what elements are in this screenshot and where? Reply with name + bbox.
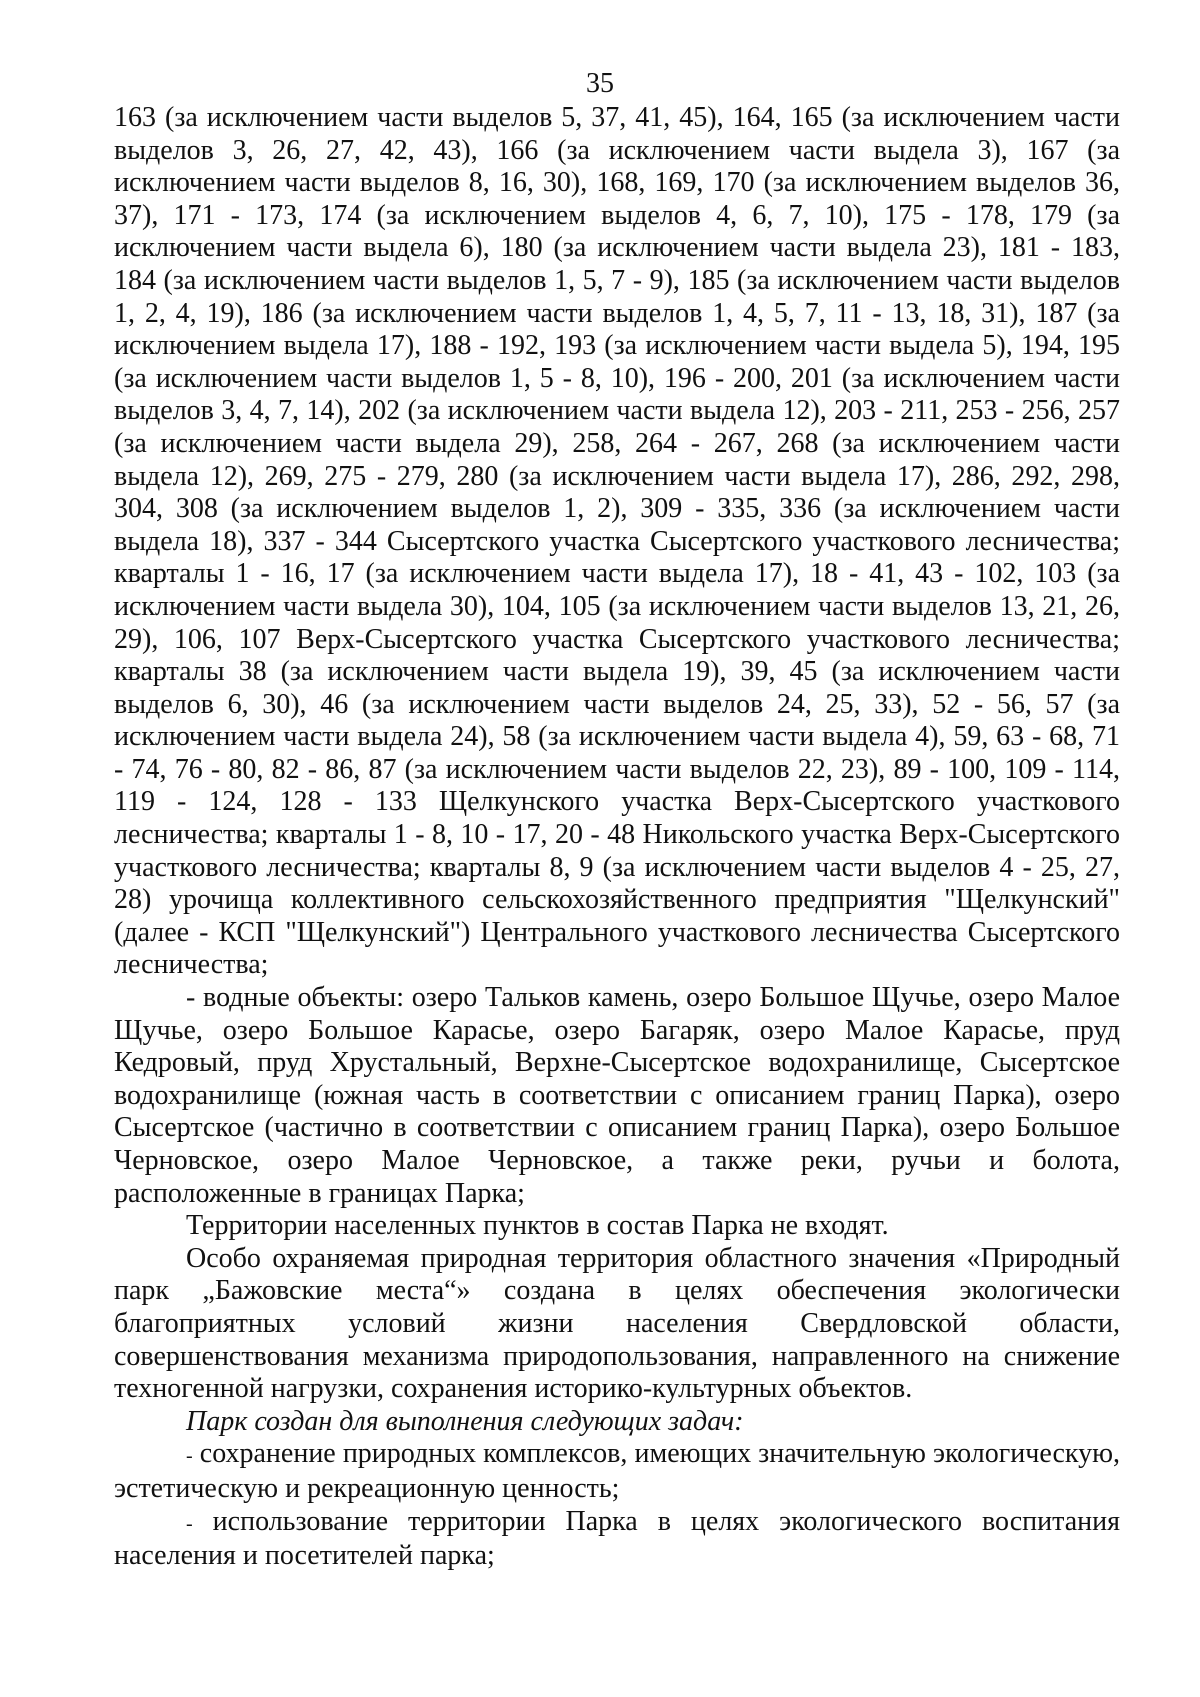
water-bodies-paragraph: - водные объекты: озеро Тальков камень, озеро Большое Щучье, озеро Малое Щучье, озеро Большое Карасье, озеро Багаряк, озеро Малое Карасье, пруд Кедровый, пруд Хрустальный, Верхне-Сысертское водохранилище, Сысертское водохранилище (южная часть в соответствии с описанием границ Парка), озеро Сысертское (частично в соответствии с описанием границ Парка), озеро Большое Черновское, озеро Малое Черновское, а также реки, ручьи и болота, расположенные в границах Парка;	[114, 982, 1120, 1209]
forest-quarters-paragraph: 163 (за исключением части выделов 5, 37, 41, 45), 164, 165 (за исключением части выделов 3, 26, 27, 42, 43), 166 (за исключением части выдела 3), 167 (за исключением части выделов 8, 16, 30), 168, 169, 170 (за исключением выделов 36, 37), 171 - 173, 174 (за исключением выделов 4, 6, 7, 10), 175 - 178, 179 (за исключением части выдела 6), 180 (за исключением части выдела 23), 181 - 183, 184 (за исключением части выделов 1, 5, 7 - 9), 185 (за исключением части выделов 1, 2, 4, 19), 186 (за исключением части выделов 1, 4, 5, 7, 11 - 13, 18, 31), 187 (за исключением выдела 17), 188 - 192, 193 (за исключением части выдела 5), 194, 195 (за исключением части выделов 1, 5 - 8, 10), 196 - 200, 201 (за исключением части выделов 3, 4, 7, 14), 202 (за исключением части выдела 12), 203 - 211, 253 - 256, 257 (за исключением части выдела 29), 258, 264 - 267, 268 (за исключением части выдела 12), 269, 275 - 279, 280 (за исключением части выдела 17), 286, 292, 298, 304, 308 (за исключением выделов 1, 2), 309 - 335, 336 (за исключением части выдела 18), 337 - 344 Сысертского участка Сысертского участкового лесничества; кварталы 1 - 16, 17 (за исключением части выдела 17), 18 - 41, 43 - 102, 103 (за исключением части выдела 30), 104, 105 (за исключением части выделов 13, 21, 26, 29), 106, 107 Верх-Сысертского участка Сысертского участкового лесничества; кварталы 38 (за исключением части выдела 19), 39, 45 (за исключением части выделов 6, 30), 46 (за исключением части выделов 24, 25, 33), 52 - 56, 57 (за исключением части выдела 24), 58 (за исключением части выдела 4), 59, 63 - 68, 71 - 74, 76 - 80, 82 - 86, 87 (за исключением части выделов 22, 23), 89 - 100, 109 - 114, 119 - 124, 128 - 133 Щелкунского участка Верх-Сысертского участкового лесничества; кварталы 1 - 8, 10 - 17, 20 - 48 Никольского участка Верх-Сысертского участкового лесничества; кварталы 8, 9 (за исключением части выделов 4 - 25, 27, 28) урочища коллективного сельскохозяйственного предприятия "Щелкунский" (далее - КСП "Щелкунский") Центрального участкового лесничества Сысертского лесничества;	[114, 102, 1120, 981]
list-marker: -	[186, 1512, 193, 1535]
page-number: 35	[586, 68, 614, 99]
list-item-text: сохранение природных комплексов, имеющих значительную экологическую, эстетическую и рекреационную ценность;	[114, 1438, 1120, 1504]
list-item-text: использование территории Парка в целях экологического воспитания населения и посетителей парка;	[114, 1505, 1121, 1572]
tasks-heading: Парк создан для выполнения следующих задач:	[186, 1405, 744, 1437]
park-purpose-paragraph: Особо охраняемая природная территория областного значения «Природный парк „Бажовские места“» создана в целях обеспечения экологически благоприятных условий жизни населения Свердловской области, совершенствования механизма природопользования, направленного на снижение техногенной нагрузки, сохранения историко-культурных объектов.	[114, 1242, 1120, 1405]
list-marker: -	[186, 1445, 193, 1468]
task-list-item	[114, 1438, 1120, 1505]
document-body	[114, 102, 1120, 1573]
task-list-item	[114, 1506, 1120, 1573]
settlements-paragraph: Территории населенных пунктов в состав Парка не входят.	[186, 1210, 889, 1242]
